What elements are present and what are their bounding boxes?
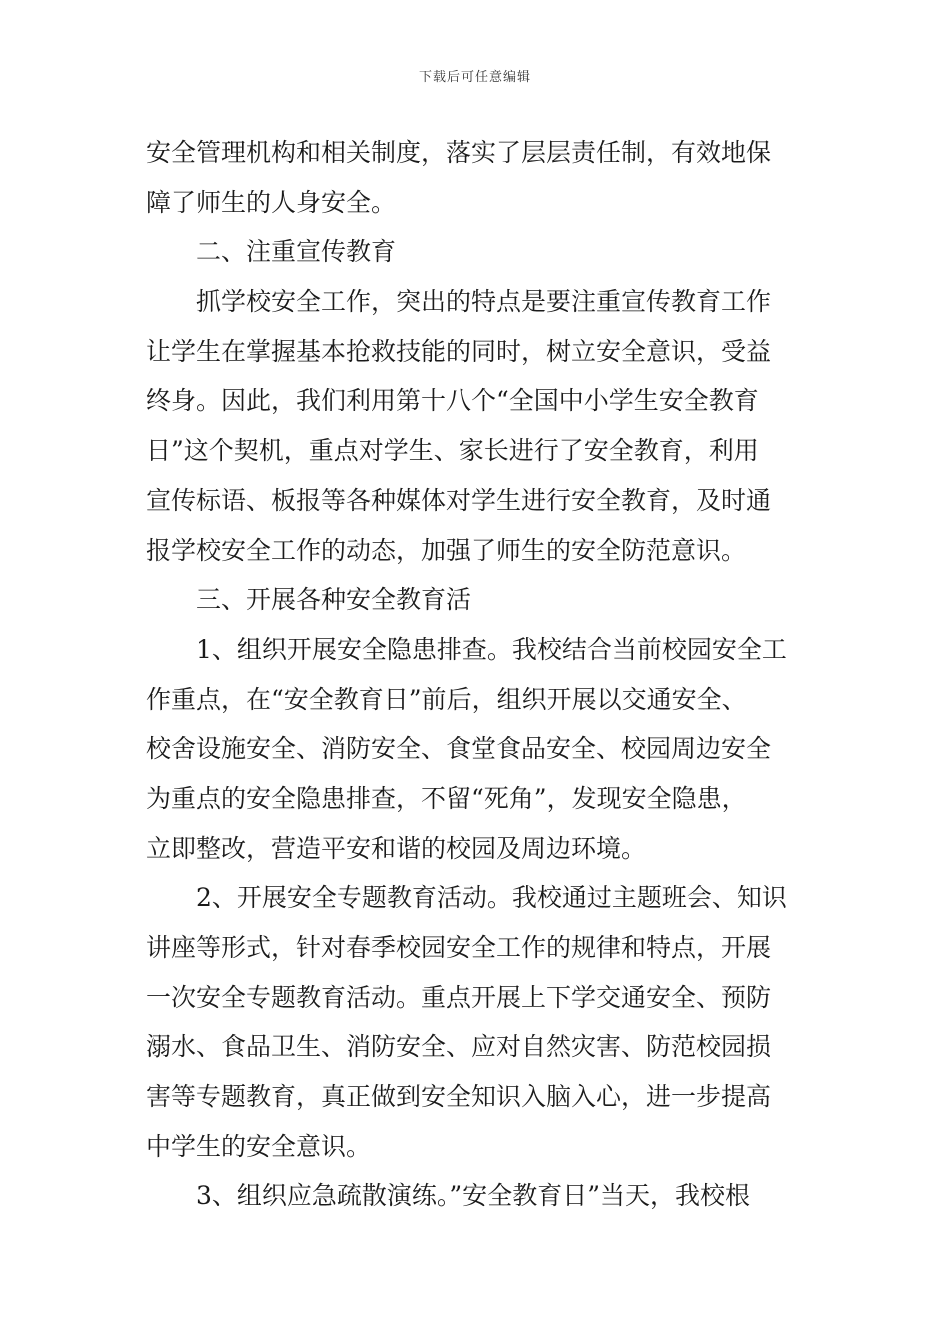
paragraph-start: 3、组织应急疏散演练。”安全教育日”当天，我校根 bbox=[196, 1181, 750, 1211]
text-line: 安全管理机构和相关制度，落实了层层责任制，有效地保 bbox=[146, 138, 772, 167]
text-line: 作重点，在“安全教育日”前后，组织开展以交通安全、 bbox=[146, 684, 747, 714]
text-line: 报学校安全工作的动态，加强了师生的安全防范意识。 bbox=[146, 535, 747, 565]
text-line: 中学生的安全意识。 bbox=[146, 1131, 372, 1161]
text-line: 障了师生的人身安全。 bbox=[146, 187, 397, 217]
text-line: 让学生在掌握基本抢救技能的同时，树立安全意识，受益 bbox=[146, 336, 772, 366]
text-line: 终身。因此，我们利用第十八个“全国中小学生安全教育 bbox=[146, 386, 759, 416]
text-line: 立即整改，营造平安和谐的校园及周边环境。 bbox=[146, 833, 647, 863]
text-line: 宣传标语、板报等各种媒体对学生进行安全教育，及时通 bbox=[146, 485, 772, 515]
text-line: 为重点的安全隐患排查，不留“死角”，发现安全隐患， bbox=[146, 783, 747, 813]
text-line: 溺水、食品卫生、消防安全、应对自然灾害、防范校园损 bbox=[146, 1032, 772, 1062]
section-heading: 二、注重宣传教育 bbox=[196, 237, 397, 267]
text-line: 害等专题教育，真正做到安全知识入脑入心，进一步提高 bbox=[146, 1082, 772, 1112]
paragraph-start: 2、开展安全专题教育活动。我校通过主题班会、知识 bbox=[196, 883, 787, 913]
document-body bbox=[146, 128, 808, 1221]
page-header-note: 下载后可任意编辑 bbox=[418, 70, 531, 85]
section-heading: 三、开展各种安全教育活 bbox=[196, 585, 472, 615]
text-line: 日”这个契机，重点对学生、家长进行了安全教育，利用 bbox=[146, 436, 759, 466]
text-line: 校舍设施安全、消防安全、食堂食品安全、校园周边安全 bbox=[146, 734, 772, 764]
text-line: 一次安全专题教育活动。重点开展上下学交通安全、预防 bbox=[146, 982, 772, 1012]
text-line: 讲座等形式，针对春季校园安全工作的规律和特点，开展 bbox=[146, 933, 772, 962]
paragraph-start: 抓学校安全工作，突出的特点是要注重宣传教育工作 bbox=[196, 287, 772, 317]
paragraph-start: 1、组织开展安全隐患排查。我校结合当前校园安全工 bbox=[196, 634, 787, 664]
